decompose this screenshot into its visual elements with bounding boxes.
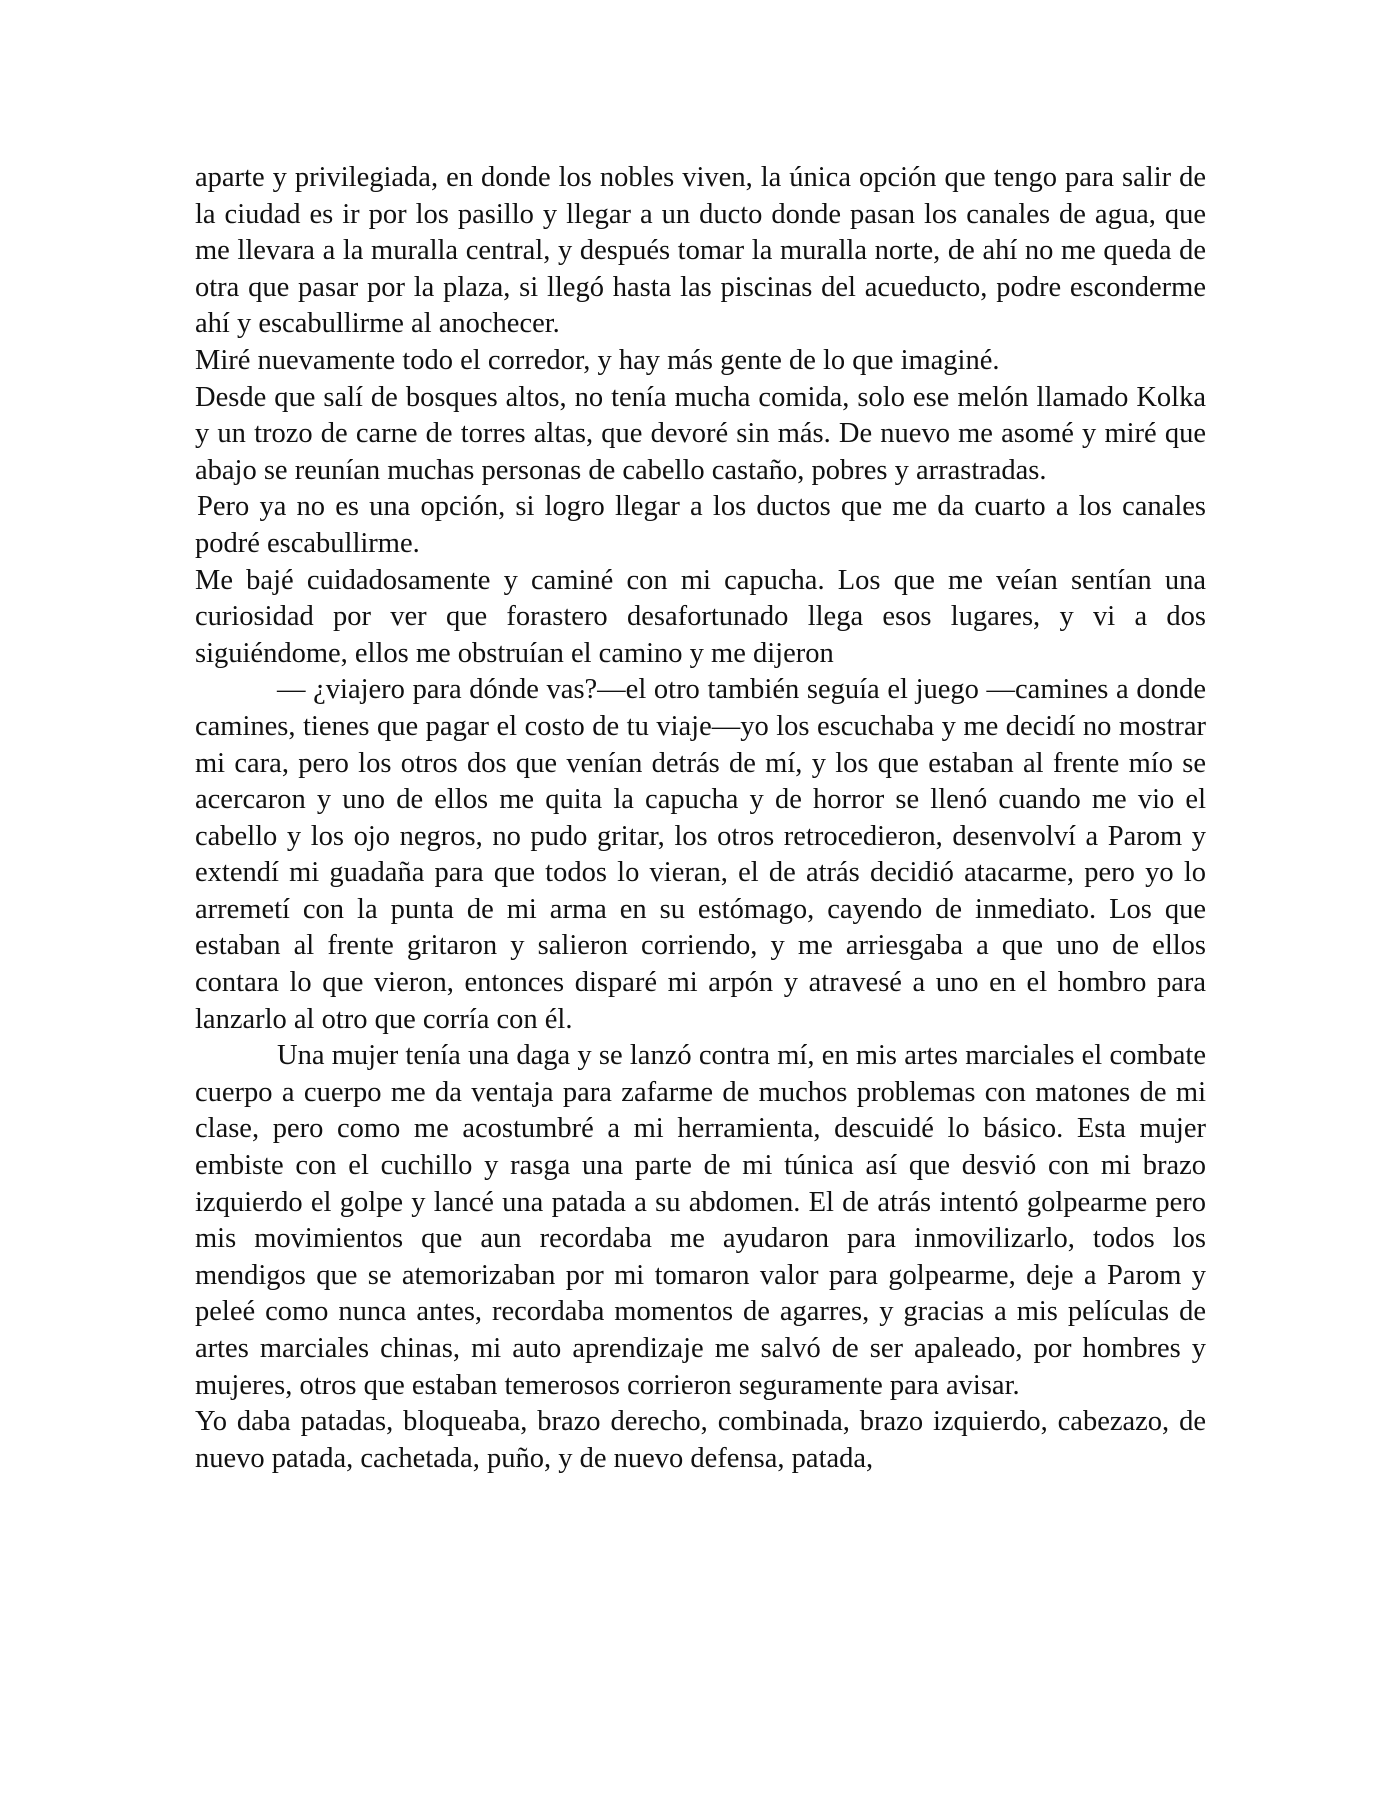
paragraph: Miré nuevamente todo el corredor, y hay más gente de lo que imaginé.: [195, 344, 1000, 376]
body-text: [195, 160, 1206, 1477]
paragraph: Una mujer tenía una daga y se lanzó contra mí, en mis artes marciales el combate cuerpo a cuerpo me da ventaja para zafarme de muchos problemas con matones de mi clase, pero como me acostumbré a mi herramienta, descuidé lo básico. Esta mujer embiste con el cuchillo y rasga una parte de mi túnica así que desvió con mi brazo izquierdo el golpe y lancé una patada a su abdomen. El de atrás intentó golpearme pero mis movimientos que aun recordaba me ayudaron para inmovilizarlo, todos los mendigos que se atemorizaban por mi tomaron valor para golpearme, deje a Parom y peleé como nunca antes, recordaba momentos de agarres, y gracias a mis películas de artes marciales chinas, mi auto aprendizaje me salvó de ser apaleado, por hombres y mujeres, otros que estaban temerosos corrieron seguramente para avisar.: [195, 1040, 1206, 1401]
dialogue-paragraph: — ¿viajero para dónde vas?—el otro también seguía el juego —camines a donde camines, tienes que pagar el costo de tu viaje—yo los escuchaba y me decidí no mostrar mi cara, pero los otros dos que venían detrás de mí, y los que estaban al frente mío se acercaron y uno de ellos me quita la capucha y de horror se llenó cuando me vio el cabello y los ojo negros, no pudo gritar, los otros retrocedieron, desenvolví a Parom y extendí mi guadaña para que todos lo vieran, el de atrás decidió atacarme, pero yo lo arremetí con la punta de mi arma en su estómago, cayendo de inmediato. Los que estaban al frente gritaron y salieron corriendo, y me arriesgaba a que uno de ellos contara lo que vieron, entonces disparé mi arpón y atravesé a uno en el hombro para lanzarlo al otro que corría con él.: [195, 674, 1206, 1035]
paragraph: Desde que salí de bosques altos, no tenía mucha comida, solo ese melón llamado Kolka y un trozo de carne de torres altas, que devoré sin más. De nuevo me asomé y miré que abajo se reunían muchas personas de cabello castaño, pobres y arrastradas.: [195, 381, 1206, 486]
paragraph: Yo daba patadas, bloqueaba, brazo derecho, combinada, brazo izquierdo, cabezazo, de nuevo patada, cachetada, puño, y de nuevo defensa, patada,: [195, 1406, 1206, 1474]
paragraph: Pero ya no es una opción, si logro llegar a los ductos que me da cuarto a los canales podré escabullirme.: [195, 491, 1206, 559]
paragraph: Me bajé cuidadosamente y caminé con mi capucha. Los que me veían sentían una curiosidad por ver que forastero desafortunado llega esos lugares, y vi a dos siguiéndome, ellos me obstruían el camino y me dijeron: [195, 564, 1206, 669]
paragraph: aparte y privilegiada, en donde los nobles viven, la única opción que tengo para salir de la ciudad es ir por los pasillo y llegar a un ducto donde pasan los canales de agua, que me llevara a la muralla central, y después tomar la muralla norte, de ahí no me queda de otra que pasar por la plaza, si llegó hasta las piscinas del acueducto, podre esconderme ahí y escabullirme al anochecer.: [195, 162, 1206, 340]
